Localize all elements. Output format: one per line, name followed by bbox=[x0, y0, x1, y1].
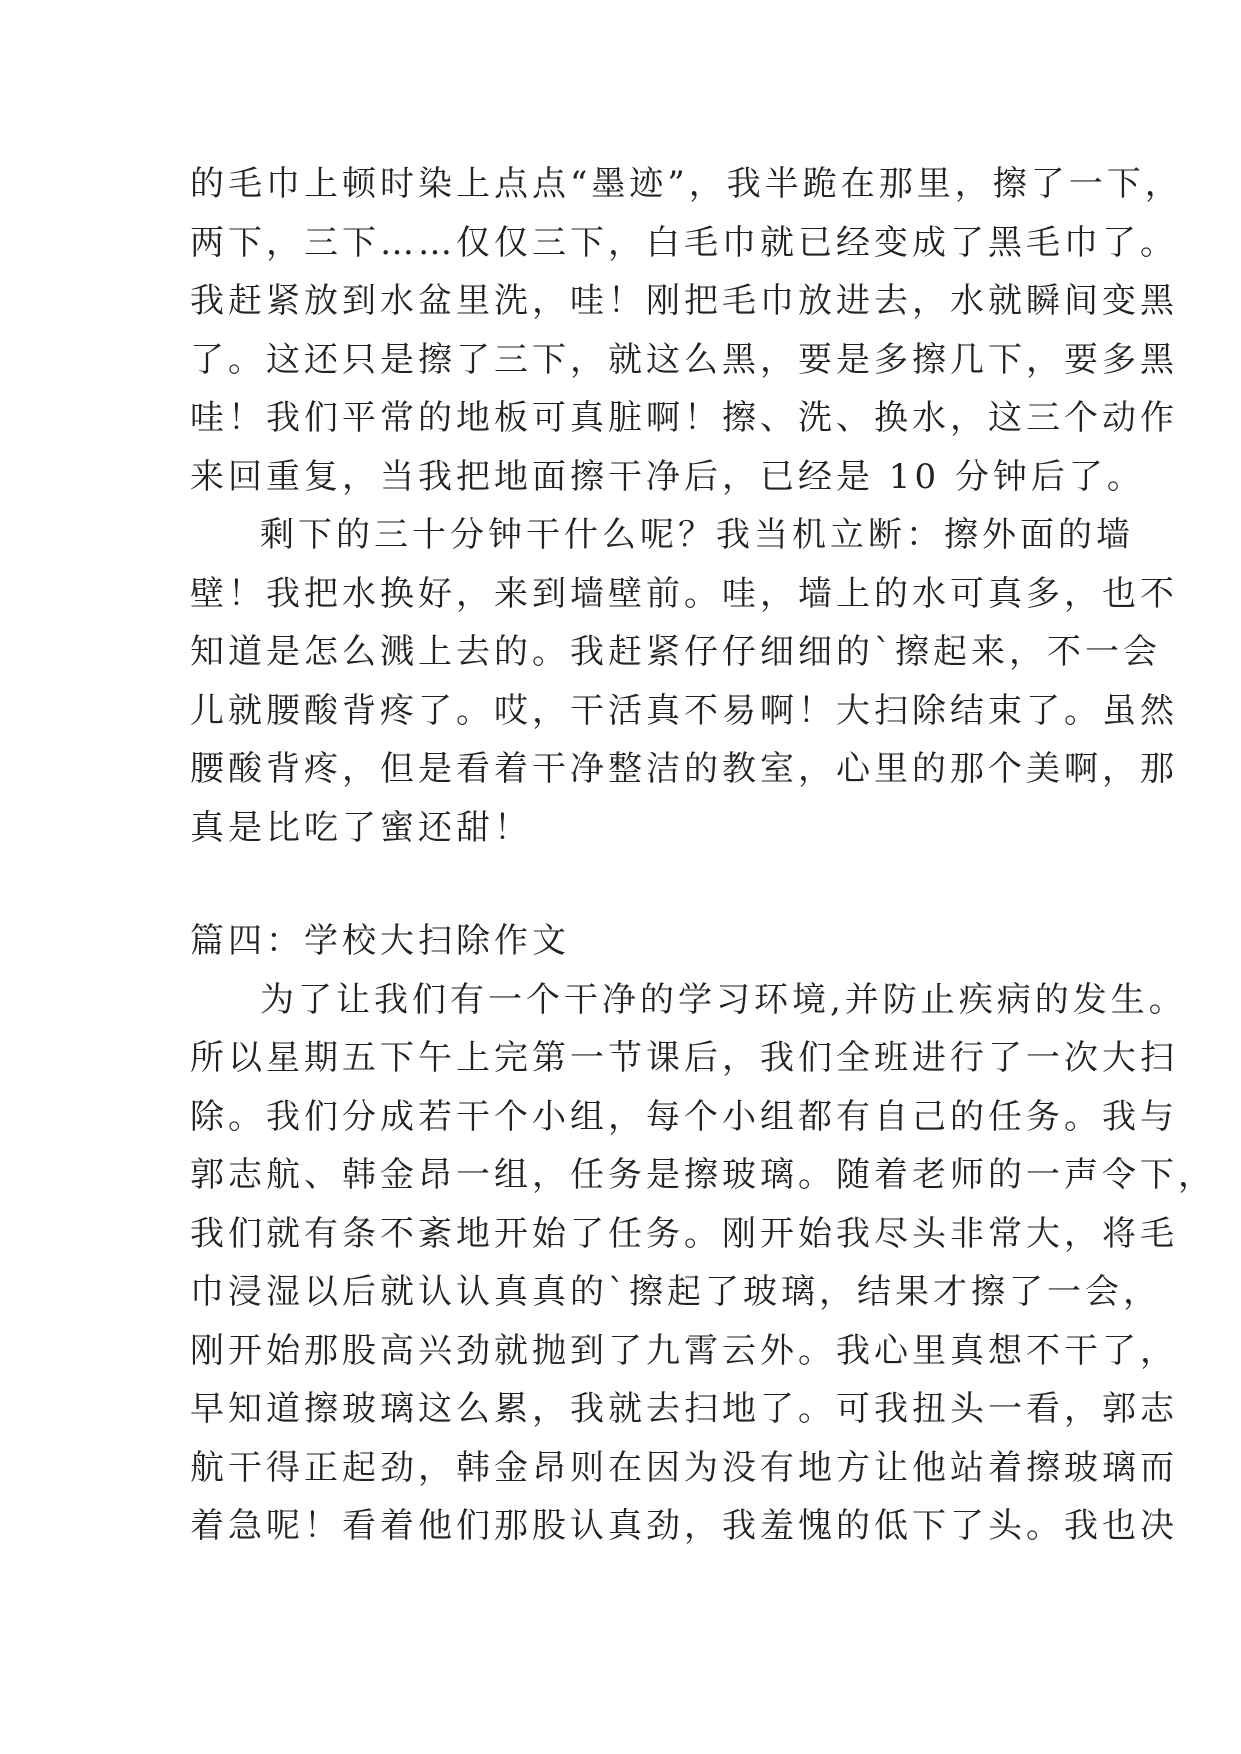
text-line: 儿就腰酸背疼了。哎，干活真不易啊！大扫除结束了。虽然 bbox=[190, 690, 1178, 731]
text-line: 郭志航、韩金昂一组，任务是擦玻璃。随着老师的一声令下， bbox=[190, 1155, 1216, 1195]
text-line: 壁！我把水换好，来到墙壁前。哇，墙上的水可真多，也不 bbox=[190, 573, 1178, 614]
text-line: 航干得正起劲，韩金昂则在因为没有地方让他站着擦玻璃而 bbox=[190, 1447, 1178, 1488]
text-line: 着急呢！看着他们那股认真劲，我羞愧的低下了头。我也决 bbox=[190, 1506, 1178, 1546]
essay-section-continued bbox=[190, 155, 1183, 857]
text-line: 我们就有条不紊地开始了任务。刚开始我尽头非常大，将毛 bbox=[190, 1213, 1178, 1254]
text-line: 我赶紧放到水盆里洗，哇！刚把毛巾放进去，水就瞬间变黑 bbox=[190, 281, 1178, 321]
paragraph-start-line: 剩下的三十分钟干什么呢？我当机立断：擦外面的墙 bbox=[260, 515, 1134, 555]
essay-section-four bbox=[190, 912, 1216, 1556]
text-line: 所以星期五下午上完第一节课后，我们全班进行了一次大扫 bbox=[190, 1038, 1178, 1078]
text-line: 刚开始那股高兴劲就抛到了九霄云外。我心里真想不干了， bbox=[190, 1330, 1178, 1371]
section-heading: 篇四：学校大扫除作文 bbox=[190, 921, 570, 961]
text-line: 的毛巾上顿时染上点点“墨迹”，我半跪在那里，擦了一下， bbox=[190, 164, 1183, 204]
text-line: 早知道擦玻璃这么累，我就去扫地了。可我扭头一看，郭志 bbox=[190, 1389, 1178, 1429]
text-line: 腰酸背疼，但是看着干净整洁的教室，心里的那个美啊，那 bbox=[190, 749, 1178, 789]
text-line: 哇！我们平常的地板可真脏啊！擦、洗、换水，这三个动作 bbox=[190, 398, 1178, 438]
text-line: 两下，三下……仅仅三下，白毛巾就已经变成了黑毛巾了。 bbox=[190, 222, 1178, 263]
paragraph-start-line: 为了让我们有一个干净的学习环境,并防止疾病的发生。 bbox=[260, 979, 1187, 1020]
text-line: 真是比吃了蜜还甜！ bbox=[190, 807, 532, 848]
text-line: 来回重复，当我把地面擦干净后，已经是 10 分钟后了。 bbox=[190, 456, 1145, 497]
text-line: 了。这还只是擦了三下，就这么黑，要是多擦几下，要多黑 bbox=[190, 339, 1178, 380]
text-line: 除。我们分成若干个小组，每个小组都有自己的任务。我与 bbox=[190, 1096, 1178, 1137]
text-line: 巾浸湿以后就认认真真的`擦起了玻璃，结果才擦了一会， bbox=[190, 1272, 1161, 1312]
text-line: 知道是怎么溅上去的。我赶紧仔仔细细的`擦起来，不一会 bbox=[190, 632, 1161, 672]
